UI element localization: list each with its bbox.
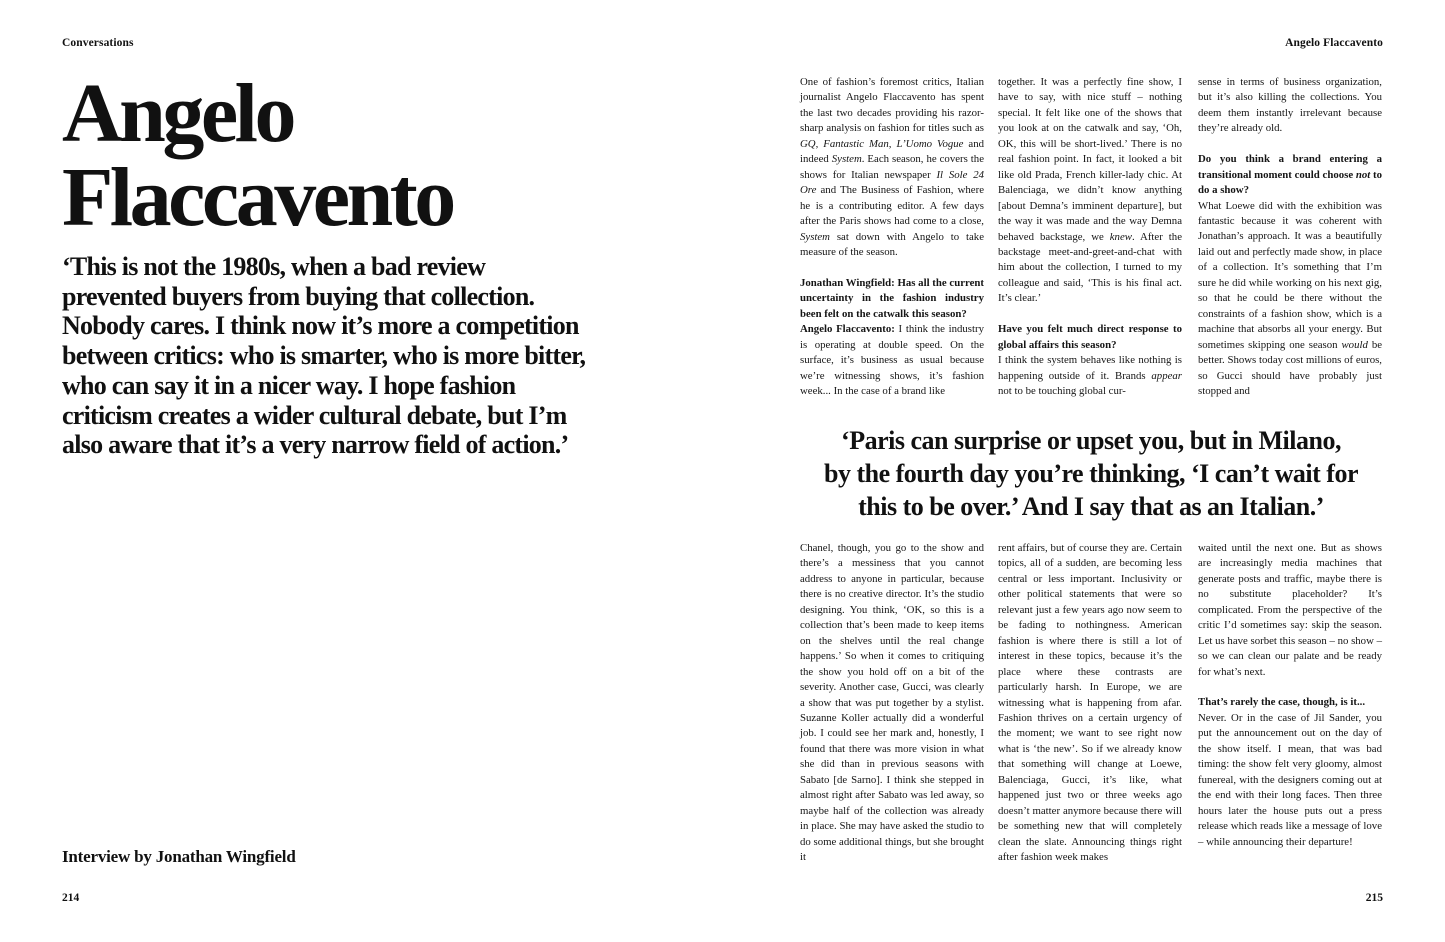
question-part: to do a show? [1198, 168, 1382, 197]
intro-text: . Each season, he covers the shows for Italian newspaper [800, 153, 984, 181]
question [1198, 695, 1382, 710]
upper-column-3 [1198, 75, 1382, 399]
answer [998, 353, 1182, 399]
answer: Never. Or in the case of Jil Sander, you put the announcement out on the day of the show itself. I mean, that was bad timing: the show felt very gloomy, almost funereal, with the designers coming out at the end with their long faces. Then three hours later the house puts out a press release which reads like a message of love – while announcing their departure! [1198, 711, 1382, 848]
lead-quote-line: who can say it in a nicer way. I hope fashion [62, 370, 516, 400]
lead-quote-line: Nobody cares. I think now it’s more a competition [62, 311, 579, 341]
intro-text: and indeed [800, 137, 984, 166]
intro-italic: System [831, 153, 862, 166]
body-paragraph: rent affairs, but of course they are. Certain topics, all of a sudden, are becoming less central or less important. Inclusivity or other political statements that were so relevant just a few years ago now seem to be fading to nothingness. American fashion is where there is still a lot of interest in these topics, because it’s the place where these contrasts are particularly harsh. In Europe, we are witnessing what is happening from afar. Fashion thrives on a certain urgency of the moment; we want to see right now what is ‘the new’. So if we already know that something will change at Loewe, Balenciaga, Gucci, it’s like, what happened just two or three weeks ago doesn’t matter anymore because there will be something new that will completely clean the slate. Announcing things right after fashion week makes [998, 542, 1182, 864]
intro-italic: GQ, Fantastic Man, L’Uomo Vogue [800, 137, 964, 150]
question-text: Jonathan Wingfield: Has all the current uncertainty in the fashion industry been felt on the catwalk this season? [800, 276, 984, 320]
byline: Interview by Jonathan Wingfield [62, 847, 296, 866]
pull-quote-line: this to be over.’ And I say that as an Italian.’ [858, 492, 1324, 521]
answer-text: I think the industry is operating at double speed. On the surface, it’s business as usual because we’re witnessing shows, it’s fashion week... In the case of a brand like [800, 323, 985, 397]
body-text: . After the backstage meet-and-greet-and-chat with him about the collection, I turned to my colleague and said, ‘This is his final act. It’s clear.’ [998, 230, 1182, 305]
intro-paragraph [800, 75, 984, 260]
pull-quote-line: by the fourth day you’re thinking, ‘I can’t wait for [824, 459, 1358, 488]
question-italic: not [1355, 168, 1371, 181]
answer-text: not to be touching global cur- [998, 385, 1126, 397]
upper-column-1 [800, 75, 984, 399]
pull-quote-line: ‘Paris can surprise or upset you, but in Milano, [841, 426, 1341, 455]
answer-text: I think the system behaves like nothing is happening outside of it. Brands [998, 354, 1182, 382]
lower-column-3 [1198, 541, 1382, 850]
intro-italic: System [800, 230, 830, 243]
answer [800, 322, 984, 399]
lower-column-1 [800, 541, 984, 866]
answer-text: What Loewe did with the exhibition was fantastic because it was coherent with Jonathan’s approach. It was a beautifully laid out and perfectly made show, in place of a collection. It’s something that I’m sure he did while working on his next gig, so that he could be there without the constraints of a fashion show, which is a machine that absorbs all your energy. But sometimes skipping one season [1198, 199, 1382, 351]
question [1198, 152, 1382, 198]
answer-italic: appear [1151, 369, 1182, 382]
question-text: Have you felt much direct response to global affairs this season? [998, 323, 1182, 351]
title-line: Flaccavento [62, 151, 453, 244]
body-paragraph: sense in terms of business organization, but it’s also killing the collections. You deem them instantly irrelevant because they’re already old. [1198, 76, 1382, 135]
answer-italic: would [1341, 338, 1368, 351]
intro-text: sat down with Angelo to take measure of the season. [800, 230, 984, 258]
running-head-right: Angelo Flaccavento [1285, 37, 1383, 49]
question [800, 276, 984, 322]
answer-speaker: Angelo Flaccavento: [800, 323, 895, 336]
lead-quote-line: also aware that it’s a very narrow field of action.’ [62, 430, 569, 460]
running-head-left: Conversations [62, 37, 134, 49]
answer [1198, 199, 1382, 400]
lead-quote-line: criticism creates a wider cultural debate, but I’m [62, 400, 567, 430]
page-number-left: 214 [62, 892, 80, 904]
lead-quote-line: between critics: who is smarter, who is more bitter, [62, 341, 586, 371]
body-italic: knew [1109, 230, 1132, 243]
page-number-right: 215 [1365, 892, 1383, 904]
lead-quote-line: ‘This is not the 1980s, when a bad review [62, 252, 486, 281]
body-paragraph: Chanel, though, you go to the show and there’s a messiness that you cannot address to anyone in particular, because there is no creative director. It’s the studio designing. You think, ‘OK, so this is a collection that’s been made to keep items on the shelves until the real change happens.’ So when it comes to critiquing the show you hold off on a bit of the severity. Another case, Gucci, was clearly a show that was put together by a stylist. Suzanne Koller actually did a wonderful job. I could see her mark and, honestly, I found that there was more vision in what she did than in previous seasons with Sabato [de Sarno]. I think she stepped in almost right after Sabato was led away, so maybe half of the collection was already in place. She may have asked the studio to do some additional things, but she brought it [800, 542, 984, 864]
lower-column-2 [998, 541, 1182, 866]
question [998, 322, 1182, 353]
title-line: Angelo [62, 67, 293, 160]
pull-quote [800, 424, 1382, 523]
upper-column-2 [998, 75, 1182, 399]
article-title [62, 67, 453, 244]
body-text: together. It was a perfectly fine show, I have to say, with nice stuff – nothing special. It felt like one of the shows that you look at on the catwalk and say, ‘Oh, OK, this will be short-lived.’ There is no real fashion point. In fact, it looked a bit like old Prada, French killer-lady chic. At Balenciaga, we didn’t know anything [about Demna’s imminent departure], but the way it was made and the way Demna behaved backstage, we [998, 76, 1182, 243]
answer-text: be better. Shows today cost millions of euros, so Gucci should have probably just stopped and [1198, 338, 1383, 397]
lead-quote [62, 252, 662, 460]
question-part: Do you think a brand entering a transitional moment could choose [1198, 153, 1382, 181]
intro-text: One of fashion’s foremost critics, Italian journalist Angelo Flaccavento has spent the last two decades providing his razor-sharp analysis on fashion for titles such as [800, 76, 984, 135]
body-paragraph [998, 75, 1182, 307]
question-text [1198, 153, 1382, 196]
lead-quote-line: prevented buyers from buying that collection. [62, 281, 535, 311]
question-text: That’s rarely the case, though, is it... [1198, 696, 1366, 709]
body-paragraph: waited until the next one. But as shows are increasingly media machines that generate posts and traffic, maybe there is no substitute placeholder? It’s complicated. From the perspective of the critic I’d sometimes say: skip the season. Let us have sorbet this season – no show – so we can clean our palate and be ready for what’s next. [1198, 542, 1382, 678]
intro-italic: Il Sole 24 Ore [800, 168, 984, 197]
intro-text: and The Business of Fashion, where he is a contributing editor. A few days after the Paris shows had come to a close, [800, 184, 984, 228]
